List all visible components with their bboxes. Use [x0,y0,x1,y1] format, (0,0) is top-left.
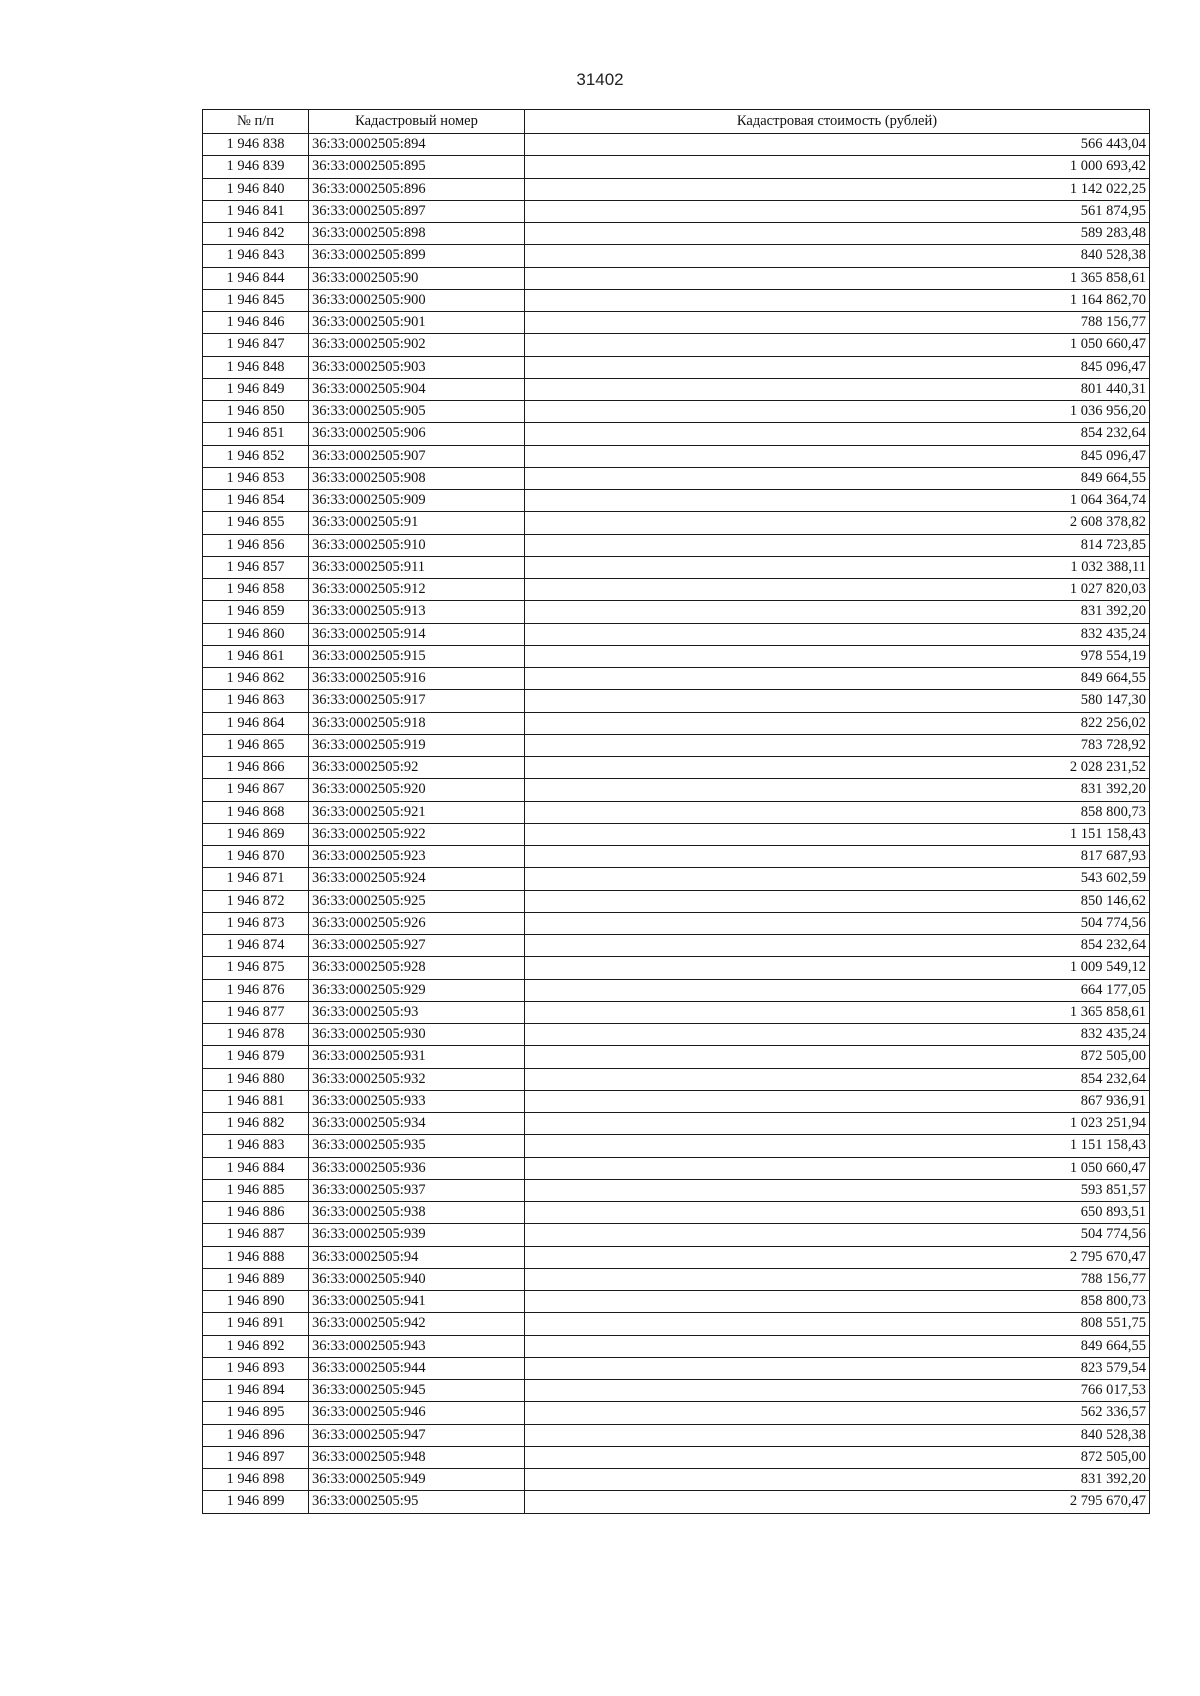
row-number-cell: 1 946 898 [203,1469,309,1491]
cadastral-number-cell: 36:33:0002505:923 [309,846,525,868]
row-number-cell: 1 946 894 [203,1380,309,1402]
table-row [203,1024,1150,1046]
cadastral-number-cell: 36:33:0002505:947 [309,1424,525,1446]
cadastral-number-cell: 36:33:0002505:919 [309,734,525,756]
row-number-cell: 1 946 842 [203,223,309,245]
table-row [203,1469,1150,1491]
table-row [203,957,1150,979]
cadastral-number-cell: 36:33:0002505:911 [309,556,525,578]
row-number-cell: 1 946 892 [203,1335,309,1357]
table-row [203,1046,1150,1068]
row-number-cell: 1 946 877 [203,1001,309,1023]
cadastral-number-cell: 36:33:0002505:906 [309,423,525,445]
cadastral-number-cell: 36:33:0002505:925 [309,890,525,912]
table-row [203,156,1150,178]
table-row [203,267,1150,289]
cadastral-value-cell: 566 443,04 [525,134,1150,156]
cadastral-value-cell: 854 232,64 [525,423,1150,445]
cadastral-number-cell: 36:33:0002505:90 [309,267,525,289]
cadastral-number-cell: 36:33:0002505:918 [309,712,525,734]
table-row [203,1424,1150,1446]
header-cadastral-number: Кадастровый номер [309,110,525,134]
cadastral-value-cell: 840 528,38 [525,245,1150,267]
cadastral-value-cell: 978 554,19 [525,645,1150,667]
table-row [203,512,1150,534]
cadastral-number-cell: 36:33:0002505:938 [309,1202,525,1224]
table-row [203,1157,1150,1179]
row-number-cell: 1 946 874 [203,935,309,957]
table-row [203,690,1150,712]
cadastral-value-cell: 845 096,47 [525,356,1150,378]
table-row [203,556,1150,578]
cadastral-number-cell: 36:33:0002505:945 [309,1380,525,1402]
table-row [203,645,1150,667]
table-row [203,1246,1150,1268]
row-number-cell: 1 946 853 [203,467,309,489]
cadastral-value-cell: 2 795 670,47 [525,1491,1150,1513]
cadastral-value-cell: 872 505,00 [525,1046,1150,1068]
cadastral-number-cell: 36:33:0002505:909 [309,490,525,512]
table-row [203,868,1150,890]
row-number-cell: 1 946 881 [203,1090,309,1112]
cadastral-value-cell: 593 851,57 [525,1179,1150,1201]
row-number-cell: 1 946 843 [203,245,309,267]
cadastral-number-cell: 36:33:0002505:903 [309,356,525,378]
row-number-cell: 1 946 866 [203,757,309,779]
row-number-cell: 1 946 839 [203,156,309,178]
table-row [203,1135,1150,1157]
cadastral-number-cell: 36:33:0002505:922 [309,823,525,845]
cadastral-value-cell: 562 336,57 [525,1402,1150,1424]
row-number-cell: 1 946 895 [203,1402,309,1424]
cadastral-value-cell: 831 392,20 [525,1469,1150,1491]
row-number-cell: 1 946 886 [203,1202,309,1224]
cadastral-number-cell: 36:33:0002505:936 [309,1157,525,1179]
cadastral-number-cell: 36:33:0002505:907 [309,445,525,467]
cadastral-value-cell: 854 232,64 [525,1068,1150,1090]
cadastral-value-cell: 1 032 388,11 [525,556,1150,578]
cadastral-number-cell: 36:33:0002505:924 [309,868,525,890]
row-number-cell: 1 946 872 [203,890,309,912]
cadastral-value-cell: 650 893,51 [525,1202,1150,1224]
row-number-cell: 1 946 849 [203,378,309,400]
cadastral-number-cell: 36:33:0002505:941 [309,1291,525,1313]
cadastral-number-cell: 36:33:0002505:91 [309,512,525,534]
cadastral-value-cell: 766 017,53 [525,1380,1150,1402]
table-row [203,178,1150,200]
cadastral-number-cell: 36:33:0002505:896 [309,178,525,200]
cadastral-number-cell: 36:33:0002505:948 [309,1446,525,1468]
cadastral-value-cell: 831 392,20 [525,779,1150,801]
cadastral-value-cell: 832 435,24 [525,1024,1150,1046]
cadastral-value-cell: 2 028 231,52 [525,757,1150,779]
table-row [203,1202,1150,1224]
cadastral-number-cell: 36:33:0002505:900 [309,289,525,311]
row-number-cell: 1 946 845 [203,289,309,311]
table-row [203,378,1150,400]
row-number-cell: 1 946 867 [203,779,309,801]
cadastral-value-cell: 664 177,05 [525,979,1150,1001]
cadastral-value-cell: 783 728,92 [525,734,1150,756]
cadastral-number-cell: 36:33:0002505:910 [309,534,525,556]
header-row-number: № п/п [203,110,309,134]
page-number: 31402 [576,70,624,89]
cadastral-number-cell: 36:33:0002505:94 [309,1246,525,1268]
cadastral-value-cell: 2 608 378,82 [525,512,1150,534]
cadastral-number-cell: 36:33:0002505:897 [309,200,525,222]
table-row [203,334,1150,356]
table-row [203,1291,1150,1313]
table-row [203,1068,1150,1090]
table-row [203,534,1150,556]
cadastral-number-cell: 36:33:0002505:949 [309,1469,525,1491]
cadastral-number-cell: 36:33:0002505:934 [309,1113,525,1135]
row-number-cell: 1 946 844 [203,267,309,289]
row-number-cell: 1 946 851 [203,423,309,445]
row-number-cell: 1 946 873 [203,912,309,934]
row-number-cell: 1 946 847 [203,334,309,356]
row-number-cell: 1 946 865 [203,734,309,756]
cadastral-value-cell: 1 151 158,43 [525,823,1150,845]
cadastral-number-cell: 36:33:0002505:927 [309,935,525,957]
table-row [203,445,1150,467]
row-number-cell: 1 946 880 [203,1068,309,1090]
cadastral-value-cell: 849 664,55 [525,668,1150,690]
row-number-cell: 1 946 850 [203,401,309,423]
row-number-cell: 1 946 848 [203,356,309,378]
cadastral-number-cell: 36:33:0002505:913 [309,601,525,623]
cadastral-value-cell: 1 064 364,74 [525,490,1150,512]
cadastral-value-cell: 858 800,73 [525,1291,1150,1313]
cadastral-number-cell: 36:33:0002505:946 [309,1402,525,1424]
cadastral-value-cell: 1 009 549,12 [525,957,1150,979]
table-row [203,1268,1150,1290]
row-number-cell: 1 946 882 [203,1113,309,1135]
table-row [203,423,1150,445]
table-row [203,200,1150,222]
cadastral-value-cell: 1 151 158,43 [525,1135,1150,1157]
cadastral-number-cell: 36:33:0002505:926 [309,912,525,934]
table-row [203,579,1150,601]
table-row [203,846,1150,868]
table-row [203,312,1150,334]
cadastral-number-cell: 36:33:0002505:894 [309,134,525,156]
cadastral-value-cell: 822 256,02 [525,712,1150,734]
row-number-cell: 1 946 891 [203,1313,309,1335]
cadastral-number-cell: 36:33:0002505:917 [309,690,525,712]
cadastral-number-cell: 36:33:0002505:930 [309,1024,525,1046]
cadastral-number-cell: 36:33:0002505:940 [309,1268,525,1290]
cadastral-number-cell: 36:33:0002505:932 [309,1068,525,1090]
cadastral-number-cell: 36:33:0002505:921 [309,801,525,823]
cadastral-number-cell: 36:33:0002505:912 [309,579,525,601]
cadastral-value-cell: 849 664,55 [525,1335,1150,1357]
cadastral-number-cell: 36:33:0002505:939 [309,1224,525,1246]
table-row [203,1090,1150,1112]
cadastral-value-cell: 504 774,56 [525,1224,1150,1246]
table-row [203,801,1150,823]
row-number-cell: 1 946 888 [203,1246,309,1268]
cadastral-value-cell: 788 156,77 [525,312,1150,334]
cadastral-number-cell: 36:33:0002505:944 [309,1357,525,1379]
table-row [203,912,1150,934]
cadastral-number-cell: 36:33:0002505:933 [309,1090,525,1112]
table-row [203,601,1150,623]
table-row [203,1179,1150,1201]
table-row [203,623,1150,645]
cadastral-value-cell: 832 435,24 [525,623,1150,645]
cadastral-value-cell: 1 365 858,61 [525,1001,1150,1023]
row-number-cell: 1 946 885 [203,1179,309,1201]
cadastral-number-cell: 36:33:0002505:905 [309,401,525,423]
cadastral-number-cell: 36:33:0002505:915 [309,645,525,667]
cadastral-number-cell: 36:33:0002505:904 [309,378,525,400]
row-number-cell: 1 946 846 [203,312,309,334]
cadastral-number-cell: 36:33:0002505:895 [309,156,525,178]
cadastral-number-cell: 36:33:0002505:929 [309,979,525,1001]
table-row [203,1313,1150,1335]
cadastral-value-cell: 831 392,20 [525,601,1150,623]
cadastral-value-cell: 858 800,73 [525,801,1150,823]
cadastral-value-cell: 801 440,31 [525,378,1150,400]
table-row [203,1001,1150,1023]
row-number-cell: 1 946 838 [203,134,309,156]
cadastral-number-cell: 36:33:0002505:943 [309,1335,525,1357]
header-cadastral-value: Кадастровая стоимость (рублей) [525,110,1150,134]
row-number-cell: 1 946 858 [203,579,309,601]
row-number-cell: 1 946 870 [203,846,309,868]
cadastral-number-cell: 36:33:0002505:901 [309,312,525,334]
cadastral-number-cell: 36:33:0002505:92 [309,757,525,779]
table-row [203,1402,1150,1424]
table-row [203,1113,1150,1135]
cadastral-value-cell: 854 232,64 [525,935,1150,957]
cadastral-value-cell: 1 023 251,94 [525,1113,1150,1135]
cadastral-value-cell: 817 687,93 [525,846,1150,868]
table-row [203,1446,1150,1468]
cadastral-number-cell: 36:33:0002505:908 [309,467,525,489]
table-row [203,1224,1150,1246]
row-number-cell: 1 946 884 [203,1157,309,1179]
row-number-cell: 1 946 860 [203,623,309,645]
cadastral-number-cell: 36:33:0002505:942 [309,1313,525,1335]
row-number-cell: 1 946 864 [203,712,309,734]
cadastral-number-cell: 36:33:0002505:935 [309,1135,525,1157]
row-number-cell: 1 946 879 [203,1046,309,1068]
cadastral-number-cell: 36:33:0002505:928 [309,957,525,979]
cadastral-value-cell: 561 874,95 [525,200,1150,222]
row-number-cell: 1 946 889 [203,1268,309,1290]
row-number-cell: 1 946 859 [203,601,309,623]
cadastral-value-cell: 840 528,38 [525,1424,1150,1446]
row-number-cell: 1 946 871 [203,868,309,890]
cadastral-number-cell: 36:33:0002505:898 [309,223,525,245]
cadastral-number-cell: 36:33:0002505:931 [309,1046,525,1068]
cadastral-value-cell: 1 000 693,42 [525,156,1150,178]
table-row [203,979,1150,1001]
row-number-cell: 1 946 899 [203,1491,309,1513]
cadastral-number-cell: 36:33:0002505:902 [309,334,525,356]
table-row [203,823,1150,845]
row-number-cell: 1 946 868 [203,801,309,823]
row-number-cell: 1 946 856 [203,534,309,556]
cadastral-value-cell: 788 156,77 [525,1268,1150,1290]
cadastral-value-cell: 814 723,85 [525,534,1150,556]
table-row [203,467,1150,489]
cadastral-value-cell: 872 505,00 [525,1446,1150,1468]
row-number-cell: 1 946 857 [203,556,309,578]
table-row [203,490,1150,512]
table-body [203,134,1150,1514]
cadastral-value-cell: 504 774,56 [525,912,1150,934]
row-number-cell: 1 946 861 [203,645,309,667]
cadastral-value-cell: 850 146,62 [525,890,1150,912]
cadastre-table [202,109,1150,1514]
cadastral-number-cell: 36:33:0002505:916 [309,668,525,690]
cadastral-number-cell: 36:33:0002505:899 [309,245,525,267]
cadastral-value-cell: 589 283,48 [525,223,1150,245]
table-row [203,223,1150,245]
cadastral-value-cell: 823 579,54 [525,1357,1150,1379]
row-number-cell: 1 946 841 [203,200,309,222]
row-number-cell: 1 946 883 [203,1135,309,1157]
row-number-cell: 1 946 840 [203,178,309,200]
table-row [203,356,1150,378]
table-row [203,245,1150,267]
header-row [203,110,1150,134]
cadastral-value-cell: 1 050 660,47 [525,1157,1150,1179]
table-row [203,1357,1150,1379]
table-row [203,712,1150,734]
cadastral-number-cell: 36:33:0002505:937 [309,1179,525,1201]
row-number-cell: 1 946 863 [203,690,309,712]
cadastral-value-cell: 808 551,75 [525,1313,1150,1335]
table-row [203,779,1150,801]
row-number-cell: 1 946 897 [203,1446,309,1468]
cadastral-value-cell: 849 664,55 [525,467,1150,489]
row-number-cell: 1 946 855 [203,512,309,534]
cadastral-value-cell: 1 164 862,70 [525,289,1150,311]
cadastral-value-cell: 580 147,30 [525,690,1150,712]
table-row [203,1335,1150,1357]
table-row [203,668,1150,690]
table-row [203,401,1150,423]
cadastral-value-cell: 1 050 660,47 [525,334,1150,356]
row-number-cell: 1 946 854 [203,490,309,512]
cadastral-value-cell: 1 365 858,61 [525,267,1150,289]
table-row [203,289,1150,311]
table-row [203,734,1150,756]
table-row [203,757,1150,779]
cadastral-value-cell: 1 036 956,20 [525,401,1150,423]
cadastral-number-cell: 36:33:0002505:95 [309,1491,525,1513]
table-header [203,110,1150,134]
row-number-cell: 1 946 887 [203,1224,309,1246]
row-number-cell: 1 946 890 [203,1291,309,1313]
table-row [203,935,1150,957]
table-row [203,890,1150,912]
table-row [203,134,1150,156]
table-row [203,1380,1150,1402]
row-number-cell: 1 946 869 [203,823,309,845]
row-number-cell: 1 946 896 [203,1424,309,1446]
cadastral-value-cell: 845 096,47 [525,445,1150,467]
cadastral-value-cell: 1 142 022,25 [525,178,1150,200]
row-number-cell: 1 946 852 [203,445,309,467]
cadastral-value-cell: 543 602,59 [525,868,1150,890]
cadastral-number-cell: 36:33:0002505:920 [309,779,525,801]
row-number-cell: 1 946 878 [203,1024,309,1046]
cadastral-value-cell: 1 027 820,03 [525,579,1150,601]
table-row [203,1491,1150,1513]
cadastral-value-cell: 867 936,91 [525,1090,1150,1112]
cadastral-value-cell: 2 795 670,47 [525,1246,1150,1268]
row-number-cell: 1 946 876 [203,979,309,1001]
row-number-cell: 1 946 893 [203,1357,309,1379]
cadastral-number-cell: 36:33:0002505:914 [309,623,525,645]
row-number-cell: 1 946 875 [203,957,309,979]
row-number-cell: 1 946 862 [203,668,309,690]
cadastral-number-cell: 36:33:0002505:93 [309,1001,525,1023]
